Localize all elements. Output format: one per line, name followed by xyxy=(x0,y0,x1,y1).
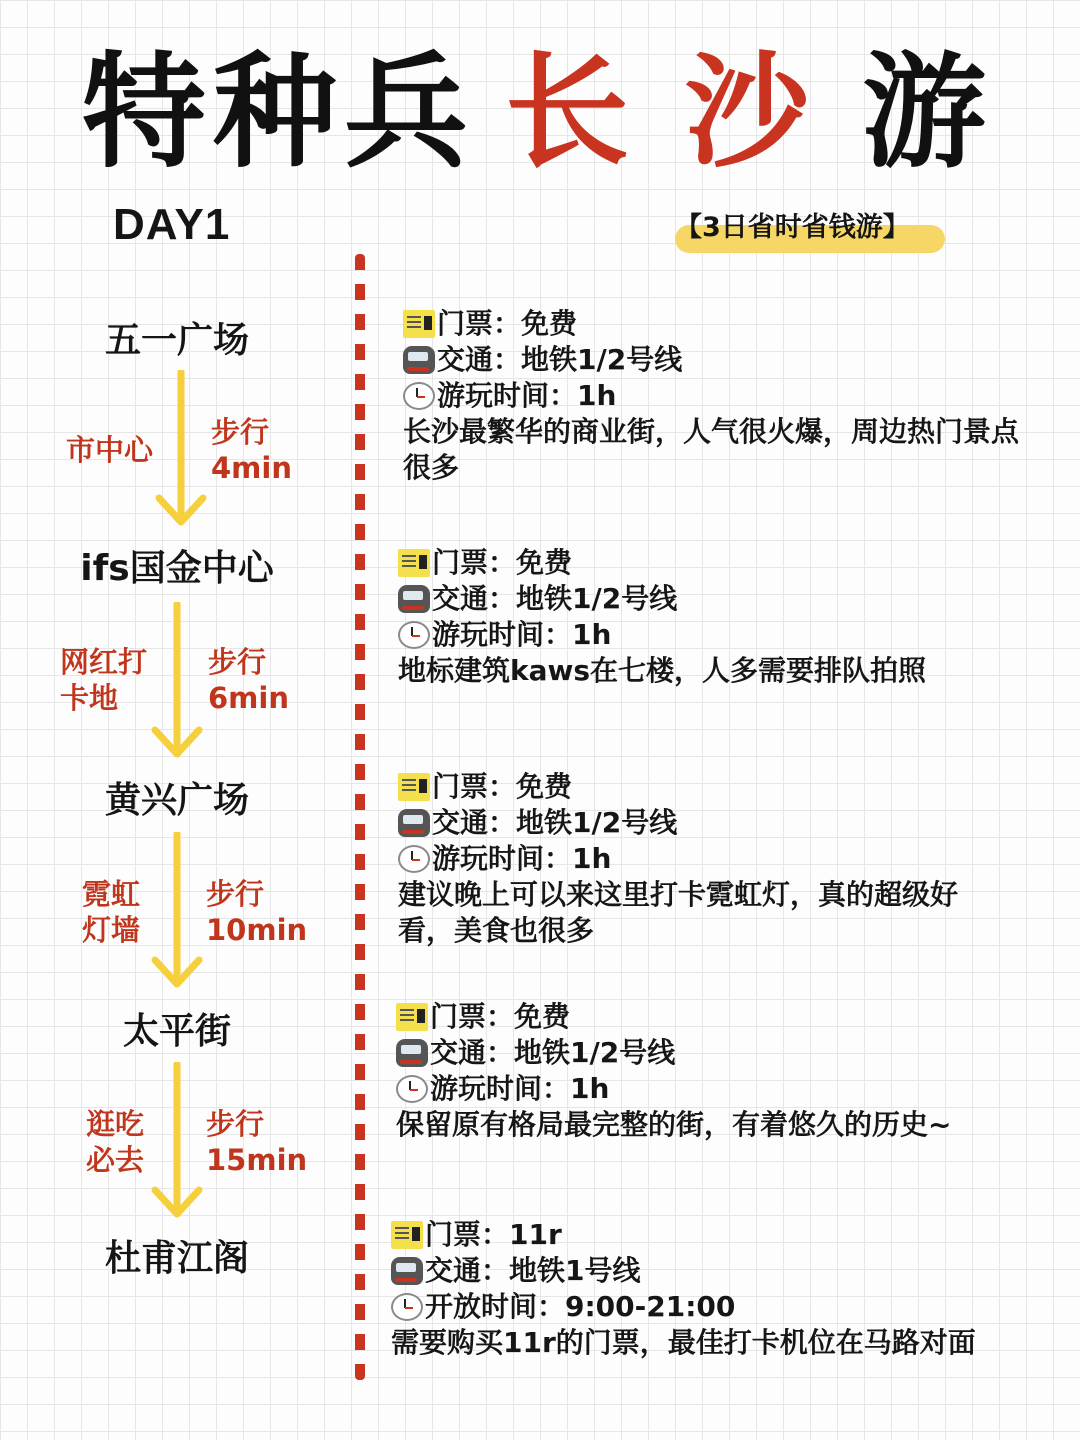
stop-description: 建议晚上可以来这里打卡霓虹灯，真的超级好看，美食也很多 xyxy=(398,878,959,947)
walk-time: 步行 15min xyxy=(206,1107,308,1177)
ticket-text: 门票：11r xyxy=(425,1218,562,1251)
dashed-divider xyxy=(355,254,365,1380)
transport-text: 交通：地铁1/2号线 xyxy=(437,343,683,376)
metro-icon xyxy=(396,1039,428,1067)
title-char: 特 xyxy=(82,41,207,185)
stop-name: 杜甫江阁 xyxy=(104,1238,249,1279)
stop-info xyxy=(403,306,1033,486)
walk-time: 步行 10min xyxy=(206,877,308,947)
stop-info xyxy=(396,999,1036,1143)
ticket-icon xyxy=(403,310,435,338)
transport-text: 交通：地铁1/2号线 xyxy=(432,806,678,839)
clock-icon xyxy=(403,382,435,410)
clock-icon xyxy=(391,1293,423,1321)
subtitle: 【3日省时省钱游】 xyxy=(675,212,910,243)
subtitle-badge xyxy=(675,205,910,244)
ticket-text: 门票：免费 xyxy=(430,1000,571,1033)
clock-icon xyxy=(396,1075,428,1103)
down-arrow-icon xyxy=(151,832,203,992)
metro-icon xyxy=(391,1257,423,1285)
time-text: 开放时间：9:00-21:00 xyxy=(425,1290,736,1323)
stop-description: 地标建筑kaws在七楼，人多需要排队拍照 xyxy=(398,654,927,687)
down-arrow-icon xyxy=(151,1062,203,1222)
metro-icon xyxy=(398,809,430,837)
leg-tag: 市中心 xyxy=(66,433,154,467)
ticket-text: 门票：免费 xyxy=(432,770,573,803)
time-text: 游玩时间：1h xyxy=(432,618,612,651)
time-text: 游玩时间：1h xyxy=(437,379,617,412)
stop-name: ifs国金中心 xyxy=(80,548,274,589)
stop-description: 保留原有格局最完整的街，有着悠久的历史~ xyxy=(396,1108,952,1141)
stop-description: 长沙最繁华的商业街，人气很火爆，周边热门景点很多 xyxy=(403,415,1020,484)
stop-name: 五一广场 xyxy=(104,320,249,361)
title-char-highlight: 沙 xyxy=(685,41,810,185)
time-text: 游玩时间：1h xyxy=(432,842,612,875)
clock-icon xyxy=(398,621,430,649)
leg-tag: 网红打 卡地 xyxy=(60,645,148,715)
stop-info xyxy=(398,545,1038,689)
stop-info xyxy=(391,1217,1041,1361)
ticket-icon xyxy=(396,1003,428,1031)
transport-text: 交通：地铁1/2号线 xyxy=(432,582,678,615)
stop-name: 太平街 xyxy=(122,1011,231,1052)
down-arrow-icon xyxy=(151,602,203,762)
walk-time: 步行 6min xyxy=(208,645,289,715)
time-text: 游玩时间：1h xyxy=(430,1072,610,1105)
walk-time: 步行 4min xyxy=(211,415,292,485)
title-char-highlight: 长 xyxy=(505,41,630,185)
ticket-text: 门票：免费 xyxy=(437,307,578,340)
clock-icon xyxy=(398,845,430,873)
down-arrow-icon xyxy=(155,370,207,530)
ticket-icon xyxy=(398,773,430,801)
leg-tag: 霓虹 灯墙 xyxy=(82,877,141,947)
stop-info xyxy=(398,769,998,949)
metro-icon xyxy=(403,346,435,374)
title-char: 种 xyxy=(213,41,338,185)
day-label: DAY1 xyxy=(113,200,231,249)
ticket-icon xyxy=(398,549,430,577)
title-char: 游 xyxy=(862,41,987,185)
metro-icon xyxy=(398,585,430,613)
ticket-text: 门票：免费 xyxy=(432,546,573,579)
stop-name: 黄兴广场 xyxy=(104,780,249,821)
stop-description: 需要购买11r的门票，最佳打卡机位在马路对面 xyxy=(391,1326,976,1359)
transport-text: 交通：地铁1/2号线 xyxy=(430,1036,676,1069)
ticket-icon xyxy=(391,1221,423,1249)
title-char: 兵 xyxy=(344,41,469,185)
transport-text: 交通：地铁1号线 xyxy=(425,1254,641,1287)
page-title xyxy=(0,28,1080,198)
leg-tag: 逛吃 必去 xyxy=(86,1107,145,1177)
